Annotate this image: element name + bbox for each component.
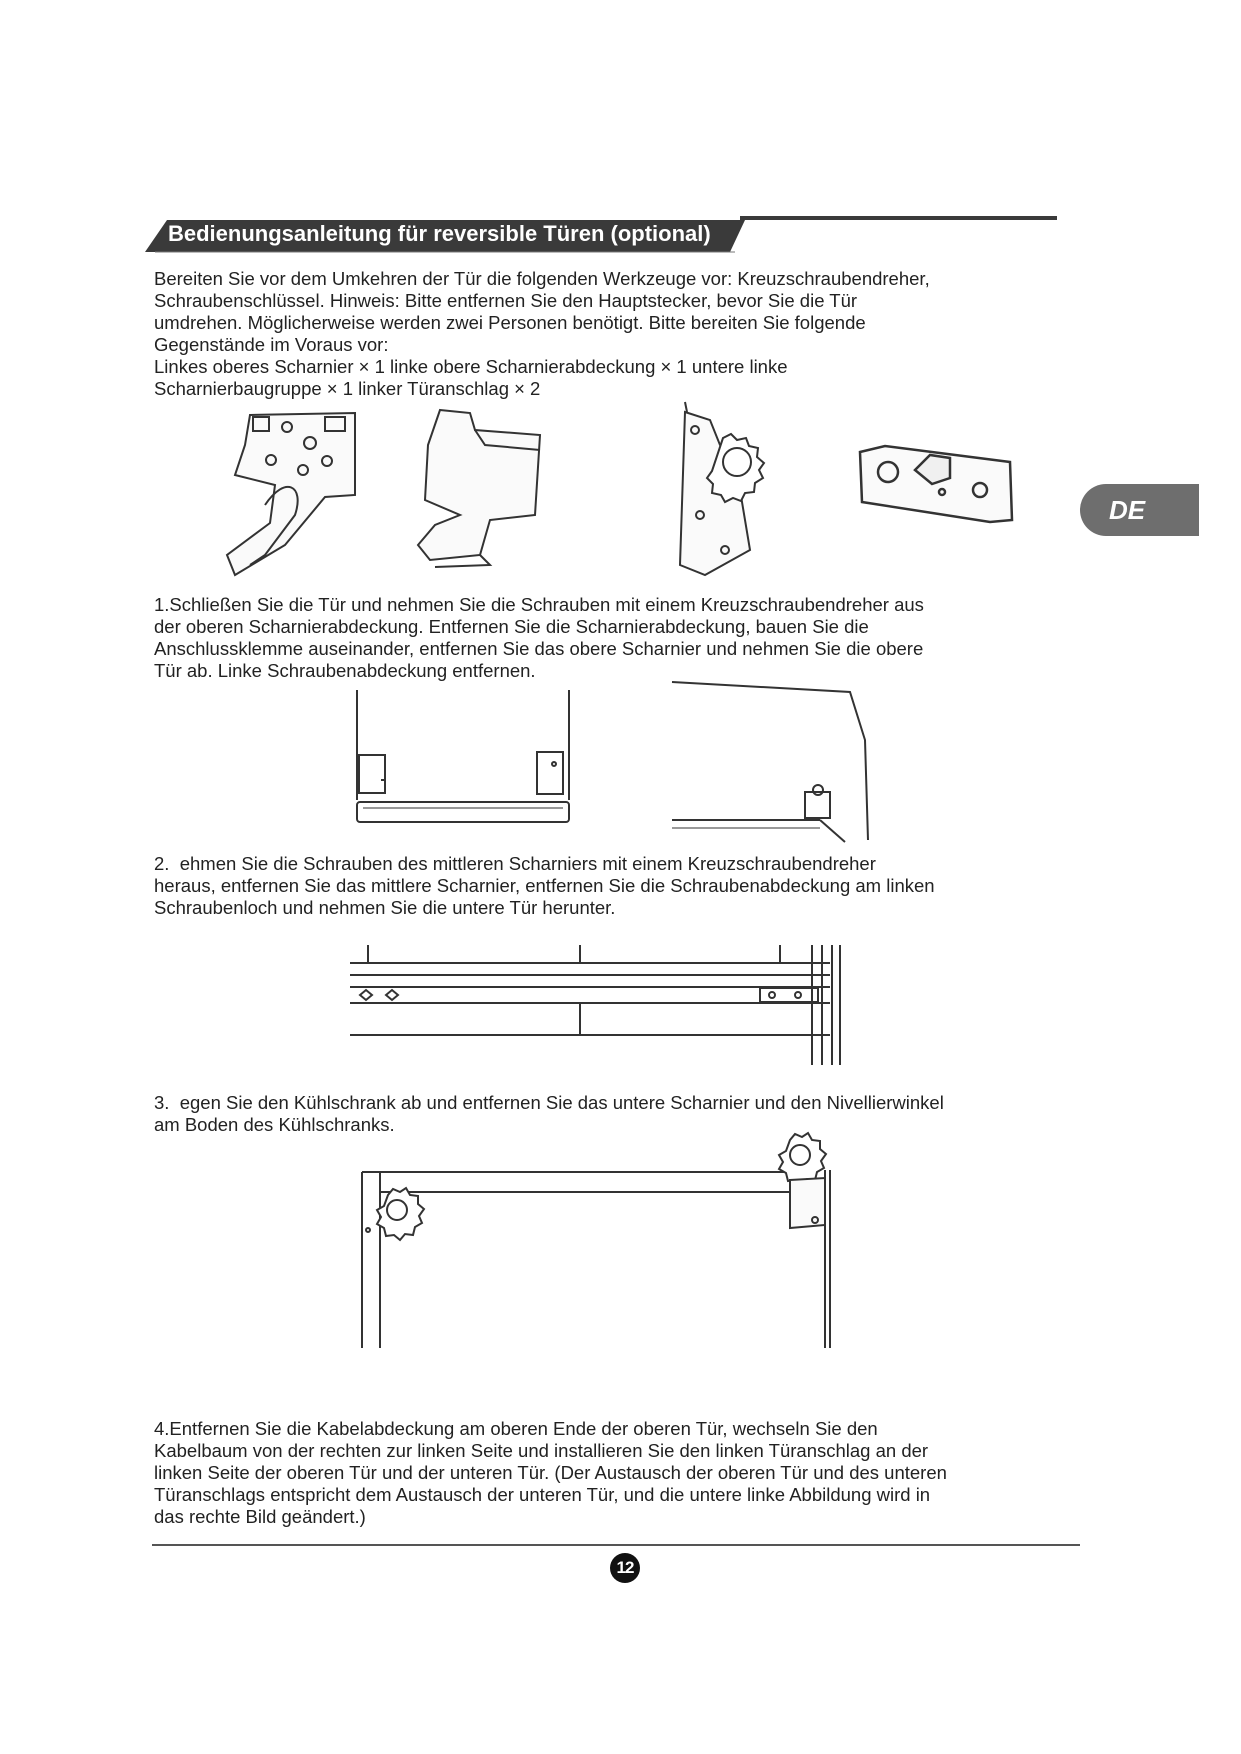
- door-stop-illustration: [850, 440, 1020, 530]
- step-3-text: 3. egen Sie den Kühlschrank ab und entfernen Sie das untere Scharnier und den Nivellierwinkel am Boden des Kühlschranks.: [154, 1092, 944, 1135]
- footer-rule: [152, 1544, 1080, 1546]
- hinge-cover-illustration: [410, 405, 560, 570]
- step-3-illustration: [360, 1130, 840, 1350]
- step-2-text: 2. ehmen Sie die Schrauben des mittleren Scharniers mit einem Kreuzschraubendreher heraus, entfernen Sie das mittlere Scharnier, entfernen Sie die Schraubenabdeckung am linken Schraubenloch und nehmen Sie die untere Tür herunter.: [154, 853, 935, 918]
- section-title: Bedienungsanleitung für reversible Türen (optional): [168, 221, 711, 246]
- step-4-text: 4.Entfernen Sie die Kabelabdeckung am oberen Ende der oberen Tür, wechseln Sie den Kabelbaum von der rechten zur linken Seite und installieren Sie den linken Türanschlag an der linken Seite der oberen Tür und der unteren Tür. (Der Austausch der oberen Tür und des unteren Türanschlags entspricht dem Austausch der unteren Tür, und die untere linke Abbildung wird in das rechte Bild geändert.): [154, 1418, 947, 1527]
- step-1-text: 1.Schließen Sie die Tür und nehmen Sie die Schrauben mit einem Kreuzschraubendreher aus der oberen Scharnierabdeckung. Entfernen Sie die Scharnierabdeckung, bauen Sie die Anschlussklemme auseinander, entfernen Sie das obere Scharnier und nehmen Sie die obere Tür ab. Linke Schraubenabdeckung entfernen.: [154, 594, 924, 681]
- step-2-illustration: [350, 945, 860, 1065]
- language-label: DE: [1109, 495, 1146, 525]
- step-1-left-illustration: [355, 690, 575, 830]
- page-number: 12: [610, 1553, 640, 1583]
- step-1-right-illustration: [670, 680, 870, 850]
- lower-hinge-assembly-illustration: [665, 400, 785, 580]
- upper-hinge-illustration: [215, 405, 365, 585]
- intro-text: Bereiten Sie vor dem Umkehren der Tür die folgenden Werkzeuge vor: Kreuzschraubendreher, Schraubenschlüssel. Hinweis: Bitte entfernen Sie den Hauptstecker, bevor Sie die Tür umdrehen. Möglicherweise werden zwei Personen benötigt. Bitte bereiten Sie folgende Gegenstände im Voraus vor: Linkes oberes Scharnier × 1 linke obere Scharnierabdeckung × 1 untere linke Scharnierbaugruppe × 1 linker Türanschlag × 2: [154, 268, 930, 399]
